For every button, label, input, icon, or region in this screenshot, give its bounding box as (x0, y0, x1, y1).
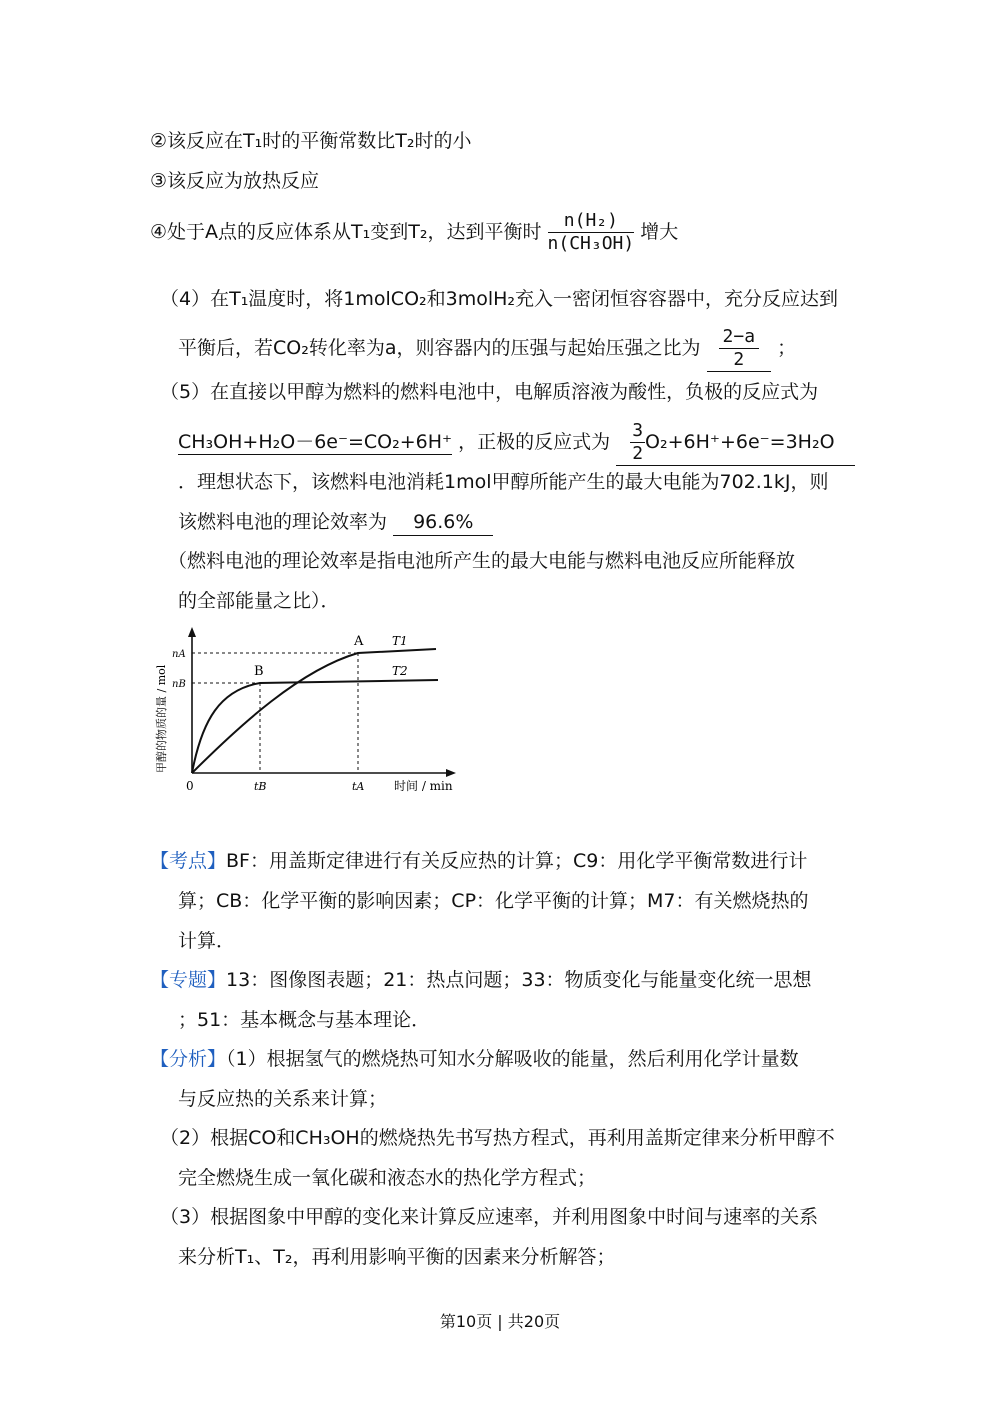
pressure-ratio-denominator: 2 (733, 349, 745, 370)
fenxi-line4: 完全燃烧生成一氧化碳和液态水的热化学方程式； (178, 1167, 597, 1189)
point-B-label: B (254, 664, 264, 679)
q5-line2 (178, 420, 855, 466)
nB-label: nB (172, 679, 186, 690)
curve-T2 (192, 680, 438, 773)
kaodian-line1 (150, 848, 807, 874)
zhuanti-tag: 【专题】 (150, 969, 227, 991)
page-footer: 第10页 | 共20页 (439, 1312, 561, 1331)
point-A-label: A (354, 634, 364, 649)
zhuanti-text-1: 13：图像图表题；21：热点问题；33：物质变化与能量变化统一思想 (226, 969, 812, 991)
item-2: ②该反应在T₁时的平衡常数比T₂时的小 (150, 130, 472, 152)
o2-coefficient-denominator: 2 (632, 443, 644, 464)
fenxi-line5: （3）根据图象中甲醇的变化来计算反应速率，并利用图象中时间与速率的关系 (160, 1206, 819, 1228)
positive-electrode-equation-text: O₂+6H⁺+6e⁻=3H₂O (645, 431, 835, 453)
x-axis-label: 时间 / min (394, 779, 453, 793)
zhuanti-line2: ；51：基本概念与基本理论． (178, 1009, 431, 1031)
origin-label: 0 (186, 779, 194, 793)
q5-line4 (178, 509, 493, 536)
q4-answer (707, 326, 772, 372)
item-4-suffix: 增大 (640, 221, 679, 243)
ratio-numerator: n(H₂) (548, 210, 635, 233)
kaodian-text-1: BF：用盖斯定律进行有关反应热的计算；C9：用化学平衡常数进行计 (226, 850, 808, 872)
item-4 (150, 210, 678, 255)
pressure-ratio-numerator: 2−a (719, 326, 760, 349)
nA-label: nA (172, 649, 186, 660)
y-axis-arrow (188, 627, 196, 637)
q5-line4-text: 该燃料电池的理论效率为 (178, 511, 388, 533)
q4-line1: （4）在T₁温度时，将1molCO₂和3molH₂充入一密闭恒容容器中，充分反应达到 (160, 288, 839, 310)
y-axis-label: 甲醇的物质的量 / mol (155, 664, 168, 773)
fenxi-text-1: （1）根据氢气的燃烧热可知水分解吸收的能量，然后利用化学计量数 (226, 1048, 799, 1070)
tB-label: tB (254, 780, 267, 793)
o2-coefficient (630, 420, 645, 465)
kaodian-tag: 【考点】 (150, 850, 227, 872)
q5-note1: （燃料电池的理论效率是指电池所产生的最大电能与燃料电池反应所能释放 (168, 550, 796, 572)
efficiency-answer: 96.6% (393, 509, 493, 536)
kaodian-line2: 算；CB：化学平衡的影响因素；CP：化学平衡的计算；M7：有关燃烧热的 (178, 890, 809, 912)
methanol-amount-graph (150, 625, 480, 805)
T2-label: T2 (392, 664, 408, 678)
tA-label: tA (352, 780, 365, 793)
fenxi-line3: （2）根据CO和CH₃OH的燃烧热先书写热方程式，再利用盖斯定律来分析甲醇不 (160, 1127, 835, 1149)
x-axis-arrow (446, 769, 456, 777)
item-4-text: ④处于A点的反应体系从T₁变到T₂，达到平衡时 (150, 221, 542, 243)
fenxi-tag: 【分析】 (150, 1048, 227, 1070)
pressure-ratio (719, 326, 760, 371)
q4-line2-suffix: ； (777, 337, 797, 359)
fenxi-line1 (150, 1046, 799, 1072)
q5-line1: （5）在直接以甲醇为燃料的燃料电池中，电解质溶液为酸性，负极的反应式为 (160, 381, 819, 403)
ratio-denominator: n(CH₃OH) (547, 233, 635, 254)
q5-note2: 的全部能量之比）． (178, 590, 340, 612)
q4-line2-text: 平衡后，若CO₂转化率为a，则容器内的压强与起始压强之比为 (178, 337, 701, 359)
o2-coefficient-numerator: 3 (632, 420, 644, 441)
item-3: ③该反应为放热反应 (150, 170, 320, 192)
q4-line2 (178, 326, 796, 372)
q5-line3: ．理想状态下，该燃料电池消耗1mol甲醇所能产生的最大电能为702.1kJ，则 (178, 471, 829, 493)
zhuanti-line1 (150, 967, 812, 993)
T1-label: T1 (392, 634, 408, 648)
fenxi-line6: 来分析T₁、T₂，再利用影响平衡的因素来分析解答； (178, 1246, 616, 1268)
h2-ch3oh-ratio (548, 210, 635, 255)
kaodian-line3: 计算． (178, 930, 236, 952)
q5-line2-mid: ，正极的反应式为 (458, 431, 611, 453)
negative-electrode-equation: CH₃OH+H₂O－6e⁻=CO₂+6H⁺ (178, 431, 453, 453)
fenxi-line2: 与反应热的关系来计算； (178, 1088, 388, 1110)
positive-electrode-equation (616, 420, 854, 466)
